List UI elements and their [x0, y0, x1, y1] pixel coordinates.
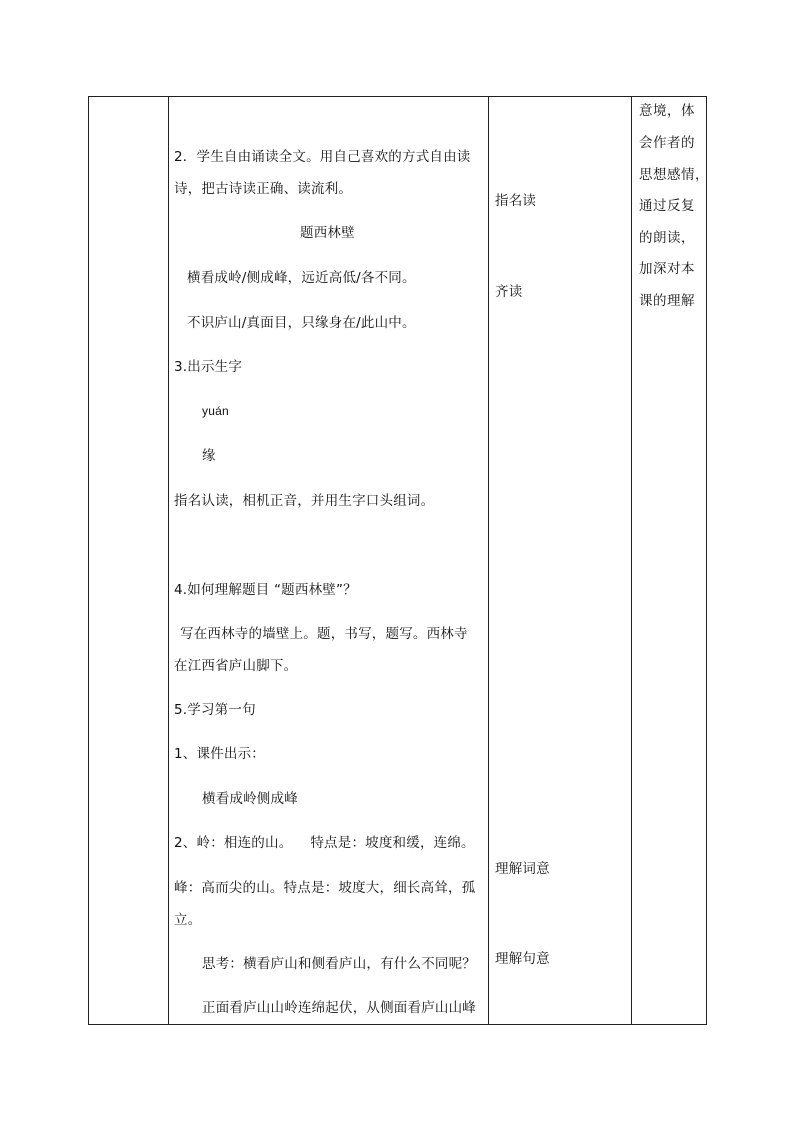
poem-line1: 横看成岭/侧成峰，远近高低/各不同。: [187, 270, 416, 286]
goal-line-2: 会作者的: [639, 135, 695, 151]
step4-answer-line1: 写在西林寺的墙壁上。题，书写，题写。西林寺: [180, 626, 468, 642]
sub1-heading: 1、课件出示：: [174, 746, 265, 762]
poem-title: 题西林壁: [300, 225, 355, 241]
step3-note: 指名认读，相机正音，并用生字口头组词。: [174, 493, 435, 509]
goal-line-6: 加深对本: [639, 261, 695, 277]
goal-line-7: 课的理解: [639, 293, 695, 309]
step2-line1: 2．学生自由诵读全文。用自己喜欢的方式自由读: [174, 149, 471, 165]
step5-heading: 5.学习第一句: [174, 702, 256, 718]
answer-start: 正面看庐山山岭连绵起伏，从侧面看庐山山峰: [202, 1000, 476, 1016]
sub2-line3: 立。: [174, 912, 202, 928]
goal-line-3: 思想感情，: [639, 167, 709, 183]
activity-2: 齐读: [495, 284, 523, 300]
activity-3: 理解词意: [495, 861, 550, 877]
column-divider-2: [488, 97, 489, 1024]
goal-line-5: 的朗读，: [639, 230, 695, 246]
step2-line2: 诗，把古诗读正确、读流利。: [174, 181, 353, 197]
sub2-line2: 峰：高而尖的山。特点是：坡度大，细长高耸，孤: [174, 880, 476, 896]
sub1-text: 横看成岭侧成峰: [202, 791, 298, 807]
poem-line2: 不识庐山/真面目，只缘身在/此山中。: [187, 315, 416, 331]
step3-heading: 3.出示生字: [174, 359, 243, 375]
think-question: 思考：横看庐山和侧看庐山，有什么不同呢？: [202, 956, 476, 972]
step4-answer-line2: 在江西省庐山脚下。: [174, 658, 298, 674]
goal-line-1: 意境，体: [639, 103, 695, 119]
activity-1: 指名读: [495, 193, 537, 209]
goal-line-4: 通过反复: [639, 198, 695, 214]
sub2-line1: 2、岭：相连的山。 特点是：坡度和缓，连绵。: [174, 835, 475, 851]
new-char-pinyin: yuán: [202, 404, 229, 418]
activity-4: 理解句意: [495, 951, 550, 967]
column-divider-1: [168, 97, 169, 1024]
step4-heading: 4.如何理解题目 “题西林壁”？: [174, 582, 357, 598]
column-divider-3: [631, 97, 632, 1024]
new-char: 缘: [202, 448, 216, 464]
